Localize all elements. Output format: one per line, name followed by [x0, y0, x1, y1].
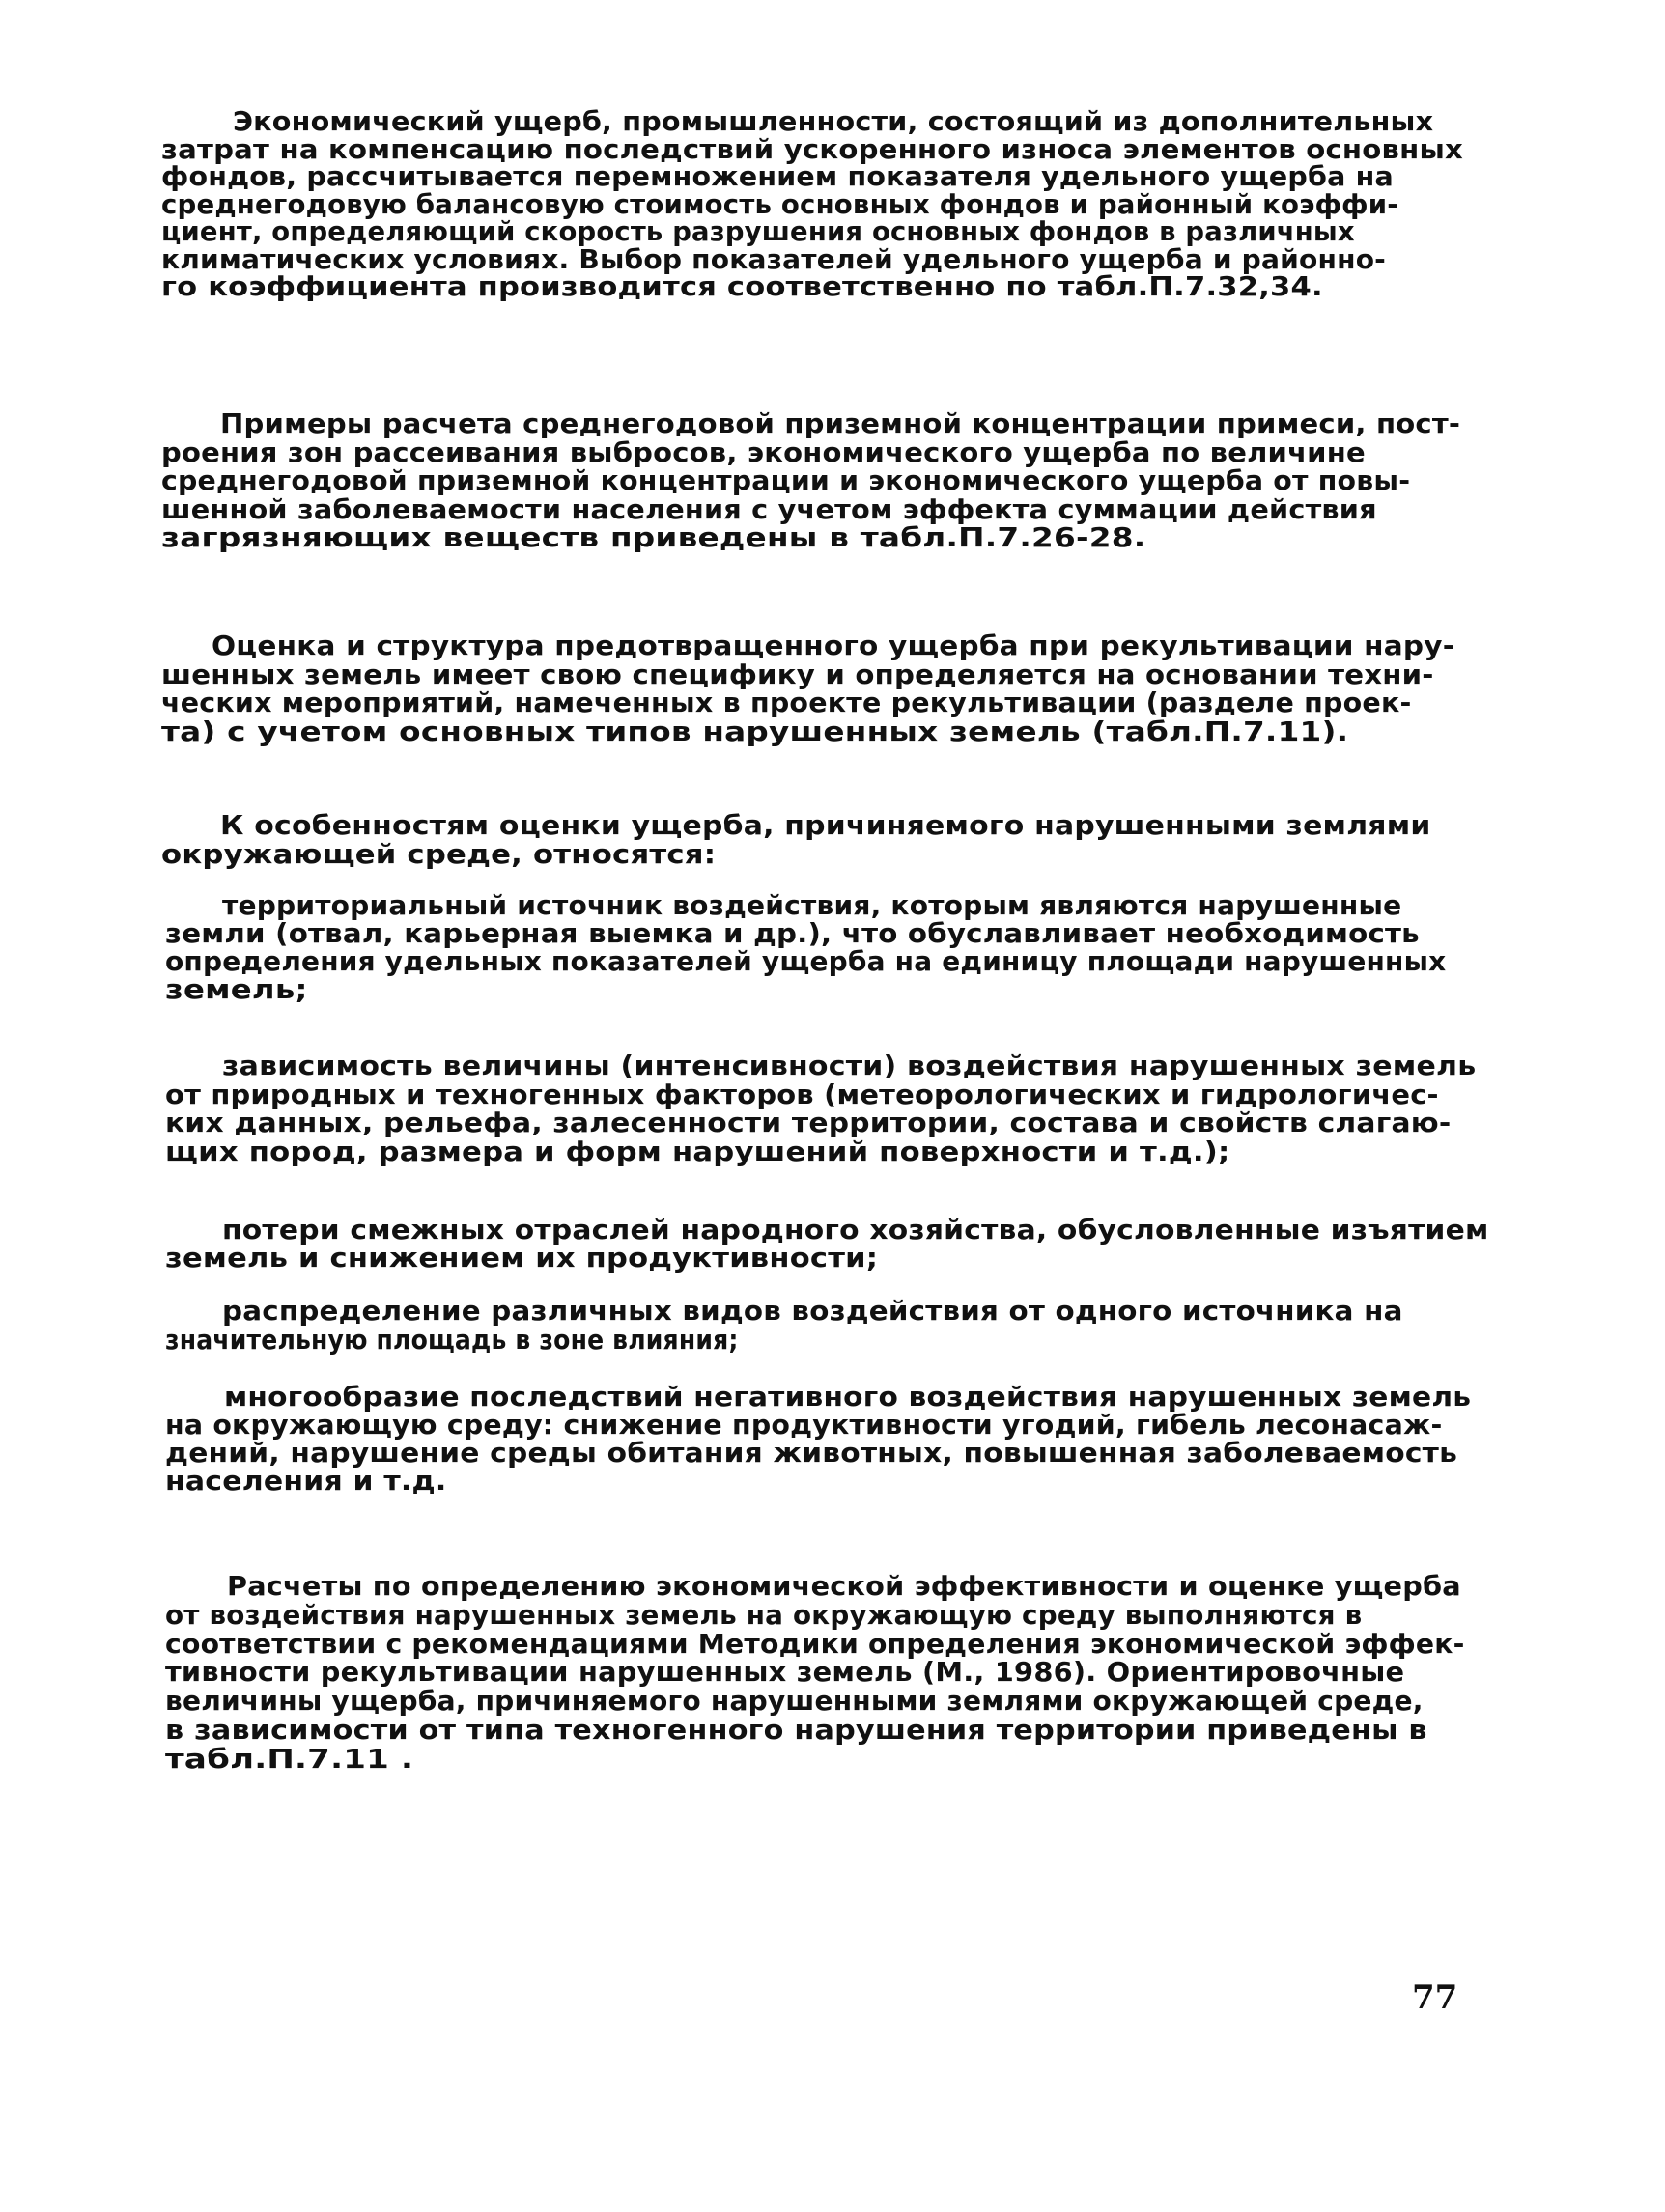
text-line: распределение различных видов воздействия от одного источника на — [222, 1296, 1403, 1327]
text-line: ких данных, рельефа, залесенности территории, состава и свойств слагаю- — [165, 1107, 1452, 1138]
text-line: потери смежных отраслей народного хозяйства, обусловленные изъятием — [222, 1215, 1489, 1246]
text-line: затрат на компенсацию последствий ускоренного износа элементов основных — [161, 133, 1464, 165]
text-line: та) с учетом основных типов нарушенных земель (табл.П.7.11). — [161, 716, 1349, 748]
text-line: величины ущерба, причиняемого нарушенными землями окружающей среде, — [165, 1686, 1424, 1718]
text-line: населения и т.д. — [165, 1466, 447, 1497]
text-line: Оценка и структура предотвращенного ущерба при рекультивации нару- — [212, 630, 1455, 661]
text-line: фондов, рассчитывается перемножением показателя удельного ущерба на — [161, 161, 1394, 192]
text-line: циент, определяющий скорость разрушения основных фондов в различных — [161, 216, 1355, 247]
text-line: табл.П.7.11 . — [165, 1743, 414, 1775]
text-line: определения удельных показателей ущерба на единицу площади нарушенных — [165, 946, 1447, 977]
text-line: земли (отвал, карьерная выемка и др.), что обуславливает необходимость — [165, 918, 1420, 949]
text-line: Примеры расчета среднегодовой приземной концентрации примеси, пост- — [220, 408, 1461, 439]
text-line: К особенностям оценки ущерба, причиняемого нарушенными землями — [220, 810, 1431, 841]
text-line: от природных и техногенных факторов (метеорологических и гидрологичес- — [165, 1078, 1439, 1110]
text-line: климатических условиях. Выбор показателей удельного ущерба и районно- — [161, 243, 1387, 275]
text-line: от воздействия нарушенных земель на окружающую среду выполняются в — [165, 1599, 1363, 1631]
text-line: территориальный источник воздействия, которым являются нарушенные — [222, 890, 1402, 921]
text-line: среднегодовую балансовую стоимость основных фондов и районный коэффи- — [161, 188, 1398, 220]
text-line: загрязняющих веществ приведены в табл.П.7.26-28. — [161, 522, 1146, 553]
text-line: Расчеты по определению экономической эффективности и оценке ущерба — [227, 1571, 1461, 1602]
text-line: среднегодовой приземной концентрации и экономического ущерба от повы- — [161, 465, 1411, 496]
text-line: в зависимости от типа техногенного нарушения территории приведены в — [165, 1715, 1427, 1746]
text-line: многообразие последствий негативного воздействия нарушенных земель — [224, 1382, 1472, 1413]
text-line: роения зон рассеивания выбросов, экономического ущерба по величине — [161, 436, 1366, 468]
text-line: тивности рекультивации нарушенных земель (М., 1986). Ориентировочные — [165, 1657, 1405, 1689]
text-line: зависимость величины (интенсивности) воздействия нарушенных земель — [222, 1050, 1477, 1081]
text-line: шенных земель имеет свою специфику и определяется на основании техни- — [161, 658, 1434, 690]
text-line: шенной заболеваемости населения с учетом эффекта суммации действия — [161, 493, 1377, 525]
page-number: 77 — [1412, 1978, 1458, 2017]
text-line: соответствии с рекомендациями Методики определения экономической эффек- — [165, 1628, 1465, 1660]
text-line: го коэффициента производится соответственно по табл.П.7.32,34. — [161, 271, 1323, 302]
text-line: земель; — [165, 974, 308, 1005]
text-line: ческих мероприятий, намеченных в проекте рекультивации (разделе проек- — [161, 687, 1412, 719]
text-line: Экономический ущерб, промышленности, состоящий из дополнительных — [233, 106, 1434, 137]
text-line: щих пород, размера и форм нарушений поверхности и т.д.); — [165, 1135, 1230, 1167]
text-line: дений, нарушение среды обитания животных, повышенная заболеваемость — [165, 1438, 1458, 1469]
text-line: значительную площадь в зоне влияния; — [165, 1325, 739, 1356]
text-line: на окружающую среду: снижение продуктивности угодий, гибель лесонасаж- — [165, 1410, 1443, 1441]
text-line: окружающей среде, относятся: — [161, 839, 717, 870]
text-line: земель и снижением их продуктивности; — [165, 1242, 879, 1274]
